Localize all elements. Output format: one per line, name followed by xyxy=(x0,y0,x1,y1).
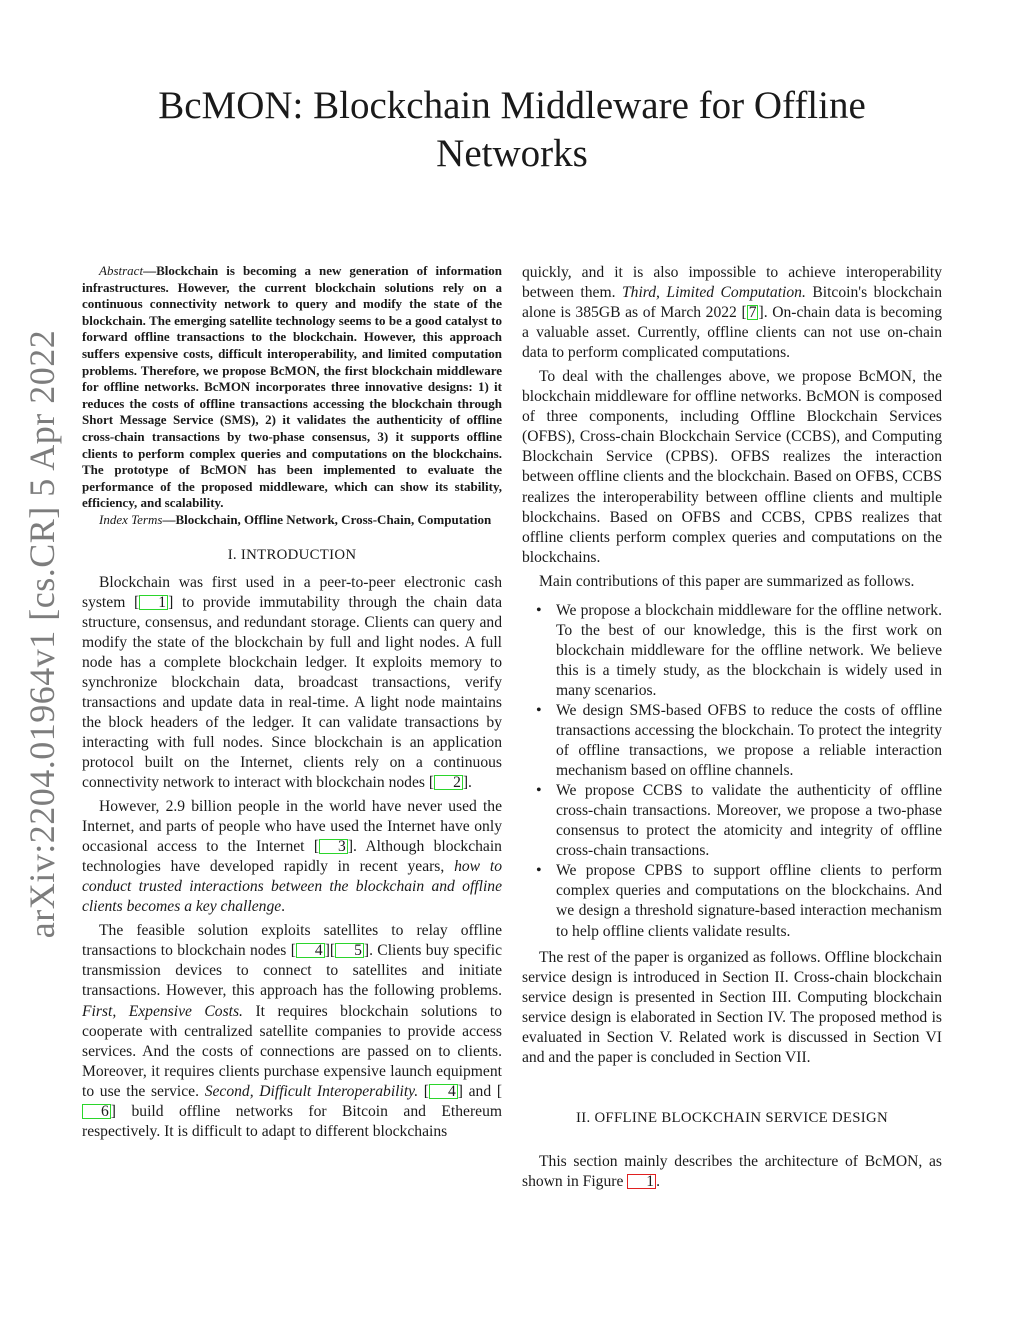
section-heading-offline-service: II. OFFLINE BLOCKCHAIN SERVICE DESIGN xyxy=(575,1109,888,1126)
intro-p3-text-c: It requires blockchain solutions to cooperate with centralized satellite companies to provide access services. And the costs of connections are passed on to clients. Moreover, it requires clients purchase expensive launch equipment to use the service. xyxy=(82,1002,502,1100)
intro-p1-text-a: Blockchain was first used in a peer-to-peer electronic cash system xyxy=(82,573,502,611)
intro-paragraph-1: Blockchain was first used in a peer-to-peer electronic cash system [ 1 ] to provide immutability through the chain data structure, consensus, and redundant storage. Clients can query and modify the state of the blockchain by full and light nodes. A full node has a complete blockchain ledger. It exploits memory to synchronize blockchain data, broadcast transactions, verify transactions and update data in real-time. A light node maintains the block headers of the ledger. It can validate transactions by interacting with full nodes. Since blockchain is an application protocol built on the Internet, clients rely on a continuous connectivity network to interact with blockchain nodes [ 2 ]. xyxy=(82,573,503,792)
list-item: • We propose CCBS to validate the authenticity of offline cross-chain transactions. Moreover, we propose a two-phase consensus to protect the atomicity and integrity of offline cross-chain transactions. xyxy=(522,781,942,861)
section-heading-introduction: I. INTRODUCTION xyxy=(227,546,357,563)
intro-paragraph-2: However, 2.9 billion people in the world have never used the Internet, and parts of people who have used the Internet have only occasional access to the Internet [ 3 ]. Although blockchain technologies have developed rapidly in recent years, how to conduct trusted interactions between the blockchain and offline clients becomes a key challenge. xyxy=(82,798,502,916)
intro-p3-text-b: . Clients buy specific transmission devices to connect to satellites and initiate transactions. However, this approach has the following problems. xyxy=(82,942,502,1000)
list-item: • We design SMS-based OFBS to reduce the costs of offline transactions accessing the blockchain. To protect the integrity of offline transactions, we propose a reliable interaction mechanism based on offline channels. xyxy=(522,701,942,781)
citation-link[interactable]: 7 xyxy=(748,304,757,322)
intro-p2-text-b: . Although blockchain technologies have developed rapidly in recent years, xyxy=(82,838,502,876)
citation-link[interactable]: 1 xyxy=(139,595,168,610)
right-p5-text-a: This section mainly describes the architecture of BcMON, as shown in Figure xyxy=(522,1152,942,1190)
index-terms-dash: — xyxy=(162,511,176,527)
intro-p3-emphasis-2: Second, Difficult Interoperability. xyxy=(204,1082,419,1100)
index-terms xyxy=(82,512,502,529)
citation-link[interactable]: 5 xyxy=(335,943,364,958)
citation-link[interactable]: 4 xyxy=(296,943,325,958)
left-column xyxy=(82,263,502,1142)
right-paragraph-4: The rest of the paper is organized as follows. Offline blockchain service design is introduced in Section II. Cross-chain blockchain service design is presented in Section III. Computing blockchain service design is elaborated in Section IV. The proposed method is evaluated in Section V. Related work is discussed in Section VI and and the paper is concluded in Section VII. xyxy=(522,948,942,1066)
right-p1-emphasis: Third, Limited Computation. xyxy=(621,284,806,302)
abstract-dash: — xyxy=(143,263,157,278)
right-paragraph-3: Main contributions of this paper are summarized as follows. xyxy=(539,572,915,590)
paper-title: BcMON: Blockchain Middleware for Offline Networks xyxy=(158,84,866,175)
right-p5-text-b: . xyxy=(656,1172,660,1190)
right-column xyxy=(522,263,942,1192)
right-paragraph-2: To deal with the challenges above, we propose BcMON, the blockchain middleware for offline networks. BcMON is composed of three components, including Offline Blockchain Services (OFBS), Cross-chain Blockchain Service (CCBS), and Computing Blockchain Service (CPBS). OFBS realizes the interaction between offline clients and the blockchain. Based on OFBS, CCBS realizes the interoperability between offline clients and multiple blockchains. Based on OFBS and CCBS, CPBS realizes that offline clients perform complex queries and computations on the blockchains. xyxy=(522,368,942,566)
right-paragraph-5 xyxy=(522,1152,942,1192)
right-p1-text-c: . On-chain data is becoming a valuable asset. Currently, offline clients can not use on-chain data to perform complicated computations. xyxy=(522,304,942,362)
arxiv-identifier: arXiv:2204.01964v1 [cs.CR] 5 Apr 2022 xyxy=(22,329,62,938)
abstract-text: Blockchain is becoming a new generation of information infrastructures. However, the current blockchain solutions rely on a continuous connectivity network to query and modify the state of the blockchain. The emerging satellite technology seems to be a good catalyst to forward offline transactions to the blockchain. However, this approach suffers expensive costs, difficult interoperability, and limited computation problems. Therefore, we propose BcMON, the first blockchain middleware for offline networks. BcMON incorporates three innovative designs: 1) it reduces the costs of offline transactions accessing the blockchain through Short Message Service (SMS), 2) it validates the authenticity of offline cross-chain transactions by two-phase consensus, 3) it supports offline clients to perform complex queries and computations on the blockchains. The prototype of BcMON has been implemented to evaluate the performance of the proposed middleware, which can show its stability, efficiency, and scalability. xyxy=(82,263,502,511)
citation-link[interactable]: 4 xyxy=(429,1084,458,1099)
intro-p2-text-a: However, 2.9 billion people in the world have never used the Internet, and parts of people who have used the Internet have only occasional access to the Internet xyxy=(82,798,502,856)
right-p1-text-a: quickly, and it is also impossible to achieve interoperability between them. xyxy=(522,264,942,302)
figure-reference-link[interactable]: 1 xyxy=(627,1174,656,1189)
intro-p3-text-d: and xyxy=(468,1082,492,1100)
contributions-list xyxy=(522,601,942,942)
intro-p3-emphasis-1: First, Expensive Costs. xyxy=(82,1002,243,1020)
list-item: • We propose a blockchain middleware for the offline network. To the best of our knowledge, this is the first work on blockchain middleware for the offline network. We believe this is a timely study, as the blockchain is widely used in many scenarios. xyxy=(522,601,942,701)
citation-link[interactable]: 2 xyxy=(434,775,463,790)
right-p1-text-b: Bitcoin's blockchain alone is 385GB as of March 2022 xyxy=(522,284,943,322)
abstract-label: Abstract xyxy=(99,263,144,278)
citation-link[interactable]: 3 xyxy=(319,839,348,854)
list-item: • We propose CPBS to support offline clients to perform complex queries and computations on the blockchains. And we design a threshold signature-based interaction mechanism to help offline clients validate results. xyxy=(522,861,942,941)
intro-p1-text-b: to provide immutability through the chain data structure, consensus, and redundant storage. Clients can query and modify the state of the blockchain by full and light nodes. A full node has a complete blockchain ledger. It exploits memory to synchronize blockchain data, broadcast transactions, verify transactions and update data in real-time. A light node maintains the block headers of the ledger. It can validate transactions by interacting with full nodes. Since blockchain is an application protocol built on the Internet, clients rely on a continuous connectivity network to interact with blockchain nodes xyxy=(82,593,503,792)
arxiv-stamp xyxy=(16,0,68,1325)
citation-link[interactable]: 6 xyxy=(82,1104,111,1119)
intro-p2-emphasis: how to conduct trusted interactions between the blockchain and offline clients becomes a key challenge xyxy=(82,858,502,916)
intro-p3-text-a: The feasible solution exploits satellites to relay offline transactions to blockchain nodes xyxy=(82,922,502,960)
index-terms-label: Index Terms xyxy=(99,511,163,527)
abstract xyxy=(82,263,502,512)
right-paragraph-1: quickly, and it is also impossible to achieve interoperability between them. Third, Limited Computation. Bitcoin's blockchain alone is 385GB as of March 2022 [ 7 ]. On-chain data is becoming a valuable asset. Currently, offline clients can not use on-chain data to perform complicated computations. xyxy=(522,264,943,362)
index-terms-text: Blockchain, Offline Network, Cross-Chain, Computation xyxy=(175,511,492,527)
intro-paragraph-3: The feasible solution exploits satellites to relay offline transactions to blockchain nodes [ 4 ][ 5 ]. Clients buy specific transmission devices to connect to satellites and initiate transactions. However, this approach has the following problems. First, Expensive Costs. It requires blockchain solutions to cooperate with centralized satellite companies to provide access services. And the costs of connections are passed on to clients. Moreover, it requires clients purchase expensive launch equipment to use the service. Second, Difficult Interoperability. [ 4 ] and [6 ] build offline networks for Bitcoin and Ethereum respectively. It is difficult to adapt to different blockchains xyxy=(82,922,503,1140)
intro-p3-text-e: build offline networks for Bitcoin and Ethereum respectively. It is difficult to adapt to different blockchains xyxy=(82,1102,503,1140)
